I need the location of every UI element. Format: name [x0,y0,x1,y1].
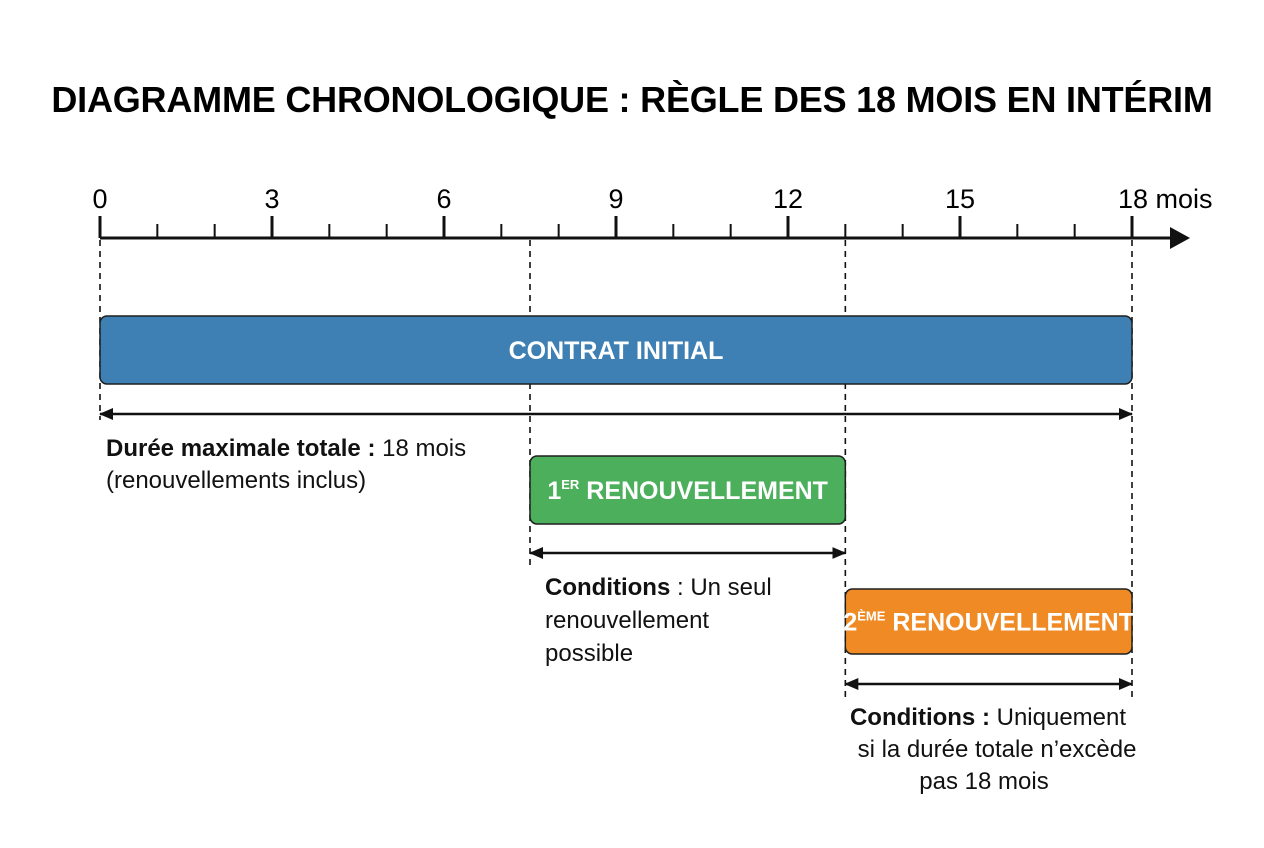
note-total-bold: Durée maximale totale : [106,435,376,462]
note-total-rest: 18 mois [375,435,467,462]
tick-label: 3 [264,184,280,214]
bar-renouvellement-2-sup: ÈME [857,608,886,624]
axis-ticks [100,216,1132,238]
note-renouvellement-1-line1 [545,574,772,601]
tick-label: 9 [608,184,624,214]
axis-tick-labels [92,184,1212,214]
bar-renouvellement-1-main: RENOUVELLEMENT [579,477,828,505]
note-renouvellement-1-rest: : Un seul [670,574,772,601]
tick-label: 15 [944,184,976,214]
time-axis [92,184,1212,249]
tick-label: 6 [436,184,452,214]
tick-label: 12 [772,184,804,214]
note-renouvellement-1-bold: Conditions [545,574,671,601]
bar-renouvellement-1-sup: ER [561,477,580,492]
bar-renouvellement-1-num: 1 [547,477,562,505]
note-renouvellement-1-line3: possible [545,640,634,667]
note-renouvellement-2-line1 [850,704,1126,731]
note-renouvellement-2-line2: si la durée totale n’excède [857,736,1137,763]
tick-label: 0 [92,184,108,214]
note-renouvellement-1-line2: renouvellement [545,607,710,634]
bar-renouvellement-2-num: 2 [843,608,858,637]
bar-renouvellement-1-label [547,477,828,505]
tick-label: 18 mois [1118,184,1213,214]
bar-renouvellement-2-main: RENOUVELLEMENT [885,608,1135,637]
bar-contrat-initial-label: CONTRAT INITIAL [508,337,724,365]
bar-renouvellement-2-label [843,609,1134,637]
note-total-line1 [106,435,466,462]
axis-arrow-icon [1170,227,1190,249]
note-renouvellement-2-line3: pas 18 mois [919,768,1049,795]
note-total-line2: (renouvellements inclus) [106,467,367,494]
note-renouvellement-2-bold: Conditions : [849,704,990,731]
page-title: DIAGRAMME CHRONOLOGIQUE : RÈGLE DES 18 MOIS EN INTÉRIM [51,79,1213,120]
note-renouvellement-2-rest: Uniquement [989,704,1127,731]
